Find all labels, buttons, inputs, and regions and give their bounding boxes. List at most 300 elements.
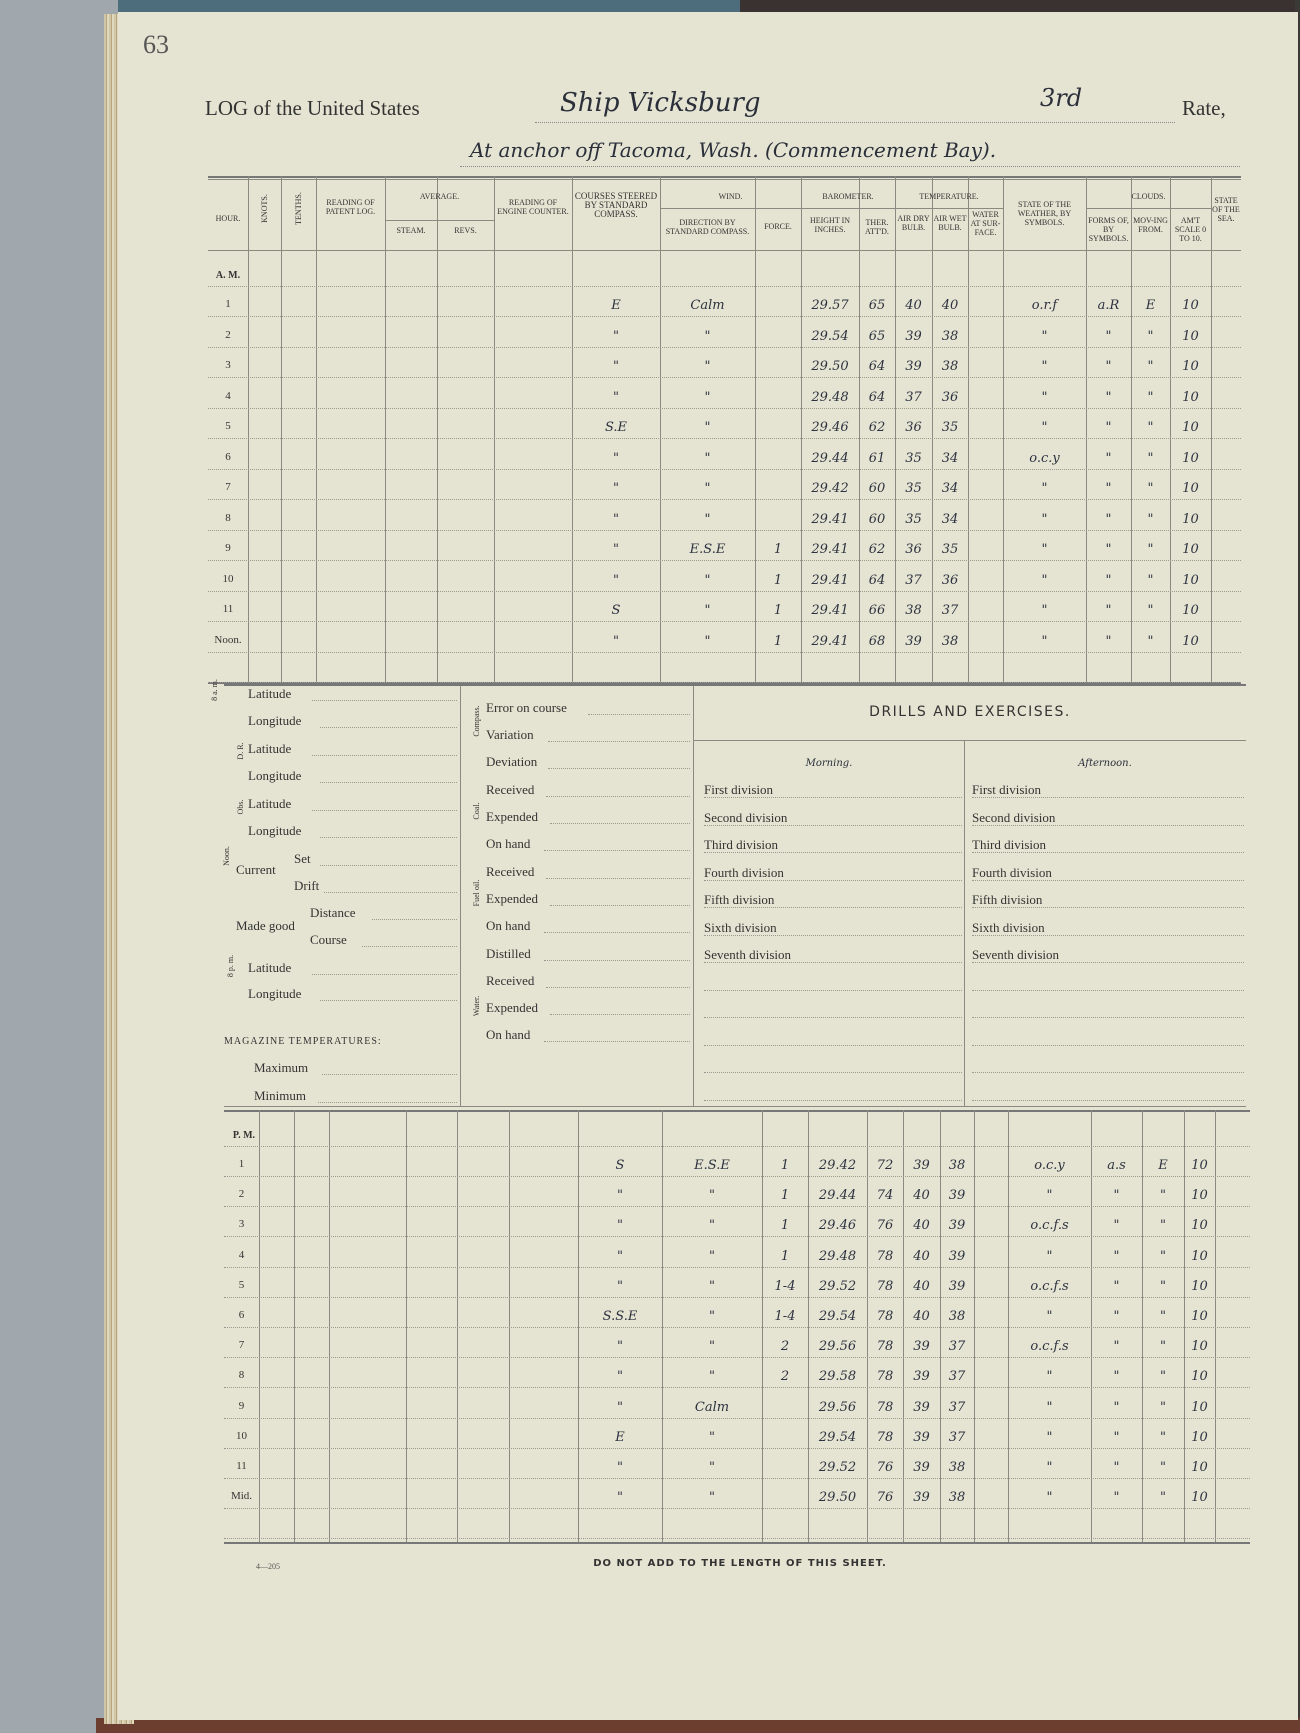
wind-force-cell: 2 [780,1369,790,1385]
cloud-moving-from-cell: E [1158,1158,1168,1173]
row-rule [208,316,1241,317]
pm-latitude-line [312,974,457,975]
page-number: 63 [143,30,169,59]
wind-direction-cell: " [704,359,711,374]
wind-force-cell: 1 [780,1248,790,1264]
row-rule [224,1508,1250,1509]
course-cell: " [617,1399,623,1415]
cloud-forms-cell: " [1113,1429,1120,1445]
dry-bulb-cell: 39 [913,1429,930,1445]
division-label: Fourth division [972,864,1052,880]
cloud-moving-from-cell: " [1147,542,1154,557]
log-title-prefix: LOG of the United States [205,96,420,120]
coal-side-label: Coal. [472,802,481,820]
cloud-forms-cell: " [1105,328,1112,344]
division-line [972,825,1244,826]
hour-cell: 11 [236,1460,247,1472]
made-good-label: Made good [236,918,295,933]
cloud-amount-cell: 10 [1191,1278,1208,1294]
table-top-rule [224,1110,1250,1112]
division-label: Fifth division [704,892,775,907]
location: At anchor off Tacoma, Wash. (Commencement Bay). [470,138,997,162]
wind-force-cell: 1 [773,542,783,557]
division-line [704,1017,962,1018]
fuel-on-hand-line [544,932,690,933]
weather-symbols-cell: " [1041,572,1048,588]
compass-side-label: Compass. [472,705,481,737]
barometer-height-cell: 29.52 [818,1460,857,1475]
distance-label: Distance [310,905,356,920]
row-rule [208,499,1241,500]
wind-direction-cell: " [704,450,711,466]
course-cell: S [615,1158,625,1173]
barometer-height-cell: 29.50 [811,359,849,374]
maximum-label: Maximum [254,1060,309,1075]
weather-symbols-cell: o.c.f.s [1030,1339,1069,1355]
cloud-moving-from-cell: " [1147,481,1154,496]
cloud-amount-cell: 10 [1182,359,1199,374]
row-rule [208,621,1241,622]
thermometer-attached-cell: 64 [868,359,886,374]
cloud-forms-cell: " [1105,511,1112,527]
dry-bulb-cell: 35 [905,481,922,496]
wind-header: WIND. [718,192,743,201]
wet-bulb-cell: 38 [941,328,959,344]
am-latitude-line [312,700,457,701]
cloud-moving-from-cell: " [1147,450,1154,466]
cloud-moving-from-cell: " [1160,1248,1166,1264]
cloud-forms-cell: " [1113,1218,1120,1234]
wet-bulb-cell: 37 [948,1339,966,1355]
water-side-label: Water. [472,995,481,1017]
cloud-amount-cell: 10 [1182,328,1199,344]
wind-subrule [660,208,801,209]
dry-bulb-cell: 40 [913,1278,930,1294]
cloud-amount-cell: 10 [1182,542,1199,557]
steam-header: STEAM. [396,226,426,235]
wind-force-cell: 2 [780,1339,790,1355]
water-on-hand-line [544,1041,690,1042]
fuel-expended-label: Expended [486,891,538,906]
wind-direction-cell: E.S.E [689,542,726,557]
division-label: Sixth division [704,919,777,935]
average-header: AVERAGE. [419,192,460,201]
cloud-amount-cell: 10 [1191,1309,1208,1324]
cloud-amount-cell: 10 [1191,1399,1208,1415]
barometer-height-cell: 29.48 [818,1248,857,1264]
cloud-forms-cell: " [1113,1278,1120,1294]
middle-divider-2 [693,686,694,1106]
cloud-moving-from-cell: " [1160,1399,1166,1415]
dry-bulb-cell: 39 [913,1490,930,1506]
morning-label: Morning. [805,758,853,769]
dry-bulb-cell: 40 [913,1218,930,1234]
magazine-temperatures-label: MAGAZINE TEMPERATURES: [224,1036,382,1047]
thermometer-attached-cell: 62 [868,542,886,557]
course-label: Course [310,932,347,947]
barometer-height-cell: 29.44 [818,1188,857,1204]
cloud-forms-cell: " [1113,1339,1120,1355]
obs-longitude-line [320,837,457,838]
row-rule [224,1146,1250,1147]
wind-direction-cell: " [704,389,711,405]
barometer-height-cell: 29.52 [818,1278,857,1294]
wind-force-cell: 1 [780,1218,790,1234]
cloud-forms-cell: " [1105,633,1112,649]
wind-direction-cell: " [704,481,711,496]
barometer-height-cell: 29.46 [811,420,849,435]
cloud-moving-from-cell: E [1145,298,1156,313]
barometer-height-cell: 29.41 [811,542,849,557]
cloud-amount-cell: 10 [1182,511,1199,527]
course-cell: " [617,1248,623,1264]
cloud-forms-cell: a.s [1107,1158,1126,1173]
division-label: Second division [704,809,788,825]
dry-bulb-cell: 37 [905,389,922,405]
cloud-forms-cell: " [1113,1248,1120,1264]
cloud-amount-cell: 10 [1191,1369,1208,1385]
cloud-moving-from-cell: " [1147,359,1154,374]
cloud-amount-cell: 10 [1182,389,1199,405]
division-label: Third division [704,837,779,852]
barometer-height-cell: 29.57 [811,298,849,313]
cloud-moving-from-cell: " [1160,1490,1166,1506]
pm-position-side-label: 8 p. m. [226,954,235,978]
barometer-height-header: HEIGHT IN INCHES. [809,216,851,234]
hour-cell: 3 [238,1218,245,1231]
cloud-moving-from-cell: " [1147,572,1154,588]
wet-bulb-cell: 39 [948,1188,966,1204]
thermometer-attached-cell: 78 [876,1309,894,1324]
dry-bulb-cell: 39 [905,359,922,374]
am-longitude-line [320,727,457,728]
course-cell: E [611,298,621,313]
ship-name: Ship Vicksburg [560,88,761,118]
afternoon-label: Afternoon. [1078,758,1132,769]
wet-bulb-cell: 40 [941,298,959,313]
weather-symbols-cell: o.c.f.s [1030,1278,1069,1294]
dry-bulb-cell: 39 [913,1158,930,1173]
wind-direction-cell: " [709,1460,715,1475]
course-cell: " [613,389,619,405]
average-subrule [385,220,494,221]
cloud-moving-from-cell: " [1147,420,1154,435]
course-cell: " [613,450,619,466]
barometer-height-cell: 29.54 [818,1429,857,1445]
division-line [972,1100,1244,1101]
weather-symbols-cell: o.r.f [1031,298,1058,313]
cloud-amount-cell: 10 [1191,1490,1208,1506]
column-rule [968,176,969,682]
cloud-moving-from-cell: " [1147,511,1154,527]
coal-on-hand-label: On hand [486,836,531,851]
cloud-forms-header: FORMS OF, BY SYMBOLS. [1088,216,1129,243]
wet-bulb-cell: 37 [948,1429,966,1445]
cloud-amount-cell: 10 [1191,1248,1208,1264]
wind-direction-cell: " [709,1278,715,1294]
form-number: 4—205 [256,1562,280,1571]
weather-symbols-cell: " [1046,1369,1053,1385]
division-line [972,1072,1244,1073]
weather-symbols-cell: " [1046,1248,1053,1264]
division-line [972,990,1244,991]
dr-latitude-label: Latitude [248,741,292,756]
table-bottom-rule [224,1542,1250,1544]
cloud-forms-cell: " [1105,481,1112,496]
course-cell: " [613,542,619,557]
dry-bulb-cell: 38 [905,603,922,618]
wind-force-cell: 1 [773,633,783,649]
footer-notice: DO NOT ADD TO THE LENGTH OF THIS SHEET. [593,1558,887,1569]
dry-bulb-header: AIR DRY BULB. [897,214,930,232]
wet-bulb-cell: 37 [948,1369,966,1385]
division-label: Second division [972,809,1056,825]
division-label: First division [704,782,773,797]
thermometer-attached-cell: 78 [876,1339,894,1355]
division-line [704,907,962,908]
hour-cell: 5 [238,1278,245,1291]
middle-divider-1 [460,686,461,1106]
weather-symbols-cell: " [1041,511,1048,527]
middle-top-rule [224,684,1246,686]
weather-symbols-cell: " [1041,603,1048,618]
water-expended-label: Expended [486,1000,538,1015]
course-cell: S.E [604,420,628,435]
barometer-height-cell: 29.56 [818,1339,857,1355]
row-rule [224,1327,1250,1328]
thermometer-attached-cell: 78 [876,1278,894,1294]
wet-bulb-cell: 38 [948,1490,966,1506]
water-expended-line [550,1014,690,1015]
pm-longitude-label: Longitude [248,986,302,1001]
row-rule [224,1297,1250,1298]
temperature-header: TEMPERATURE. [919,192,979,201]
wind-direction-cell: Calm [690,298,725,313]
cloud-forms-cell: " [1105,359,1112,374]
drills-title-rule [694,740,1246,741]
hour-cell: 6 [225,450,231,463]
cloud-moving-from-cell: " [1147,633,1154,649]
drills-divider [964,740,965,1106]
coal-on-hand-line [544,850,690,851]
row-rule [224,1418,1250,1419]
pm-longitude-line [320,1000,457,1001]
cloud-moving-from-cell: " [1147,389,1154,405]
dry-bulb-cell: 36 [905,420,922,435]
am-longitude-label: Longitude [248,713,302,728]
barometer-height-cell: 29.44 [811,450,849,466]
division-line [972,907,1244,908]
hour-cell: 9 [238,1399,245,1412]
row-rule [208,469,1241,470]
wet-bulb-cell: 37 [941,603,959,618]
division-line [972,935,1244,936]
column-rule [385,176,386,682]
wind-direction-cell: " [704,572,711,588]
dr-longitude-line [320,782,457,783]
row-rule [208,652,1241,653]
coal-expended-label: Expended [486,809,538,824]
wet-bulb-header: AIR WET BULB. [933,214,967,232]
wind-direction-cell: " [704,420,711,435]
dr-longitude-label: Longitude [248,768,302,783]
dry-bulb-cell: 37 [905,572,922,588]
positions-section [210,679,459,1104]
dry-bulb-cell: 35 [905,450,922,466]
cloud-amount-cell: 10 [1182,481,1199,496]
deviation-line [548,768,690,769]
course-cell: E [615,1429,625,1445]
current-label: Current [236,862,276,877]
division-line [704,1100,962,1101]
wind-force-cell: 1 [773,603,783,618]
cloud-moving-from-cell: " [1160,1309,1166,1324]
course-cell: " [617,1460,623,1475]
wet-bulb-cell: 34 [941,511,959,527]
row-rule [224,1236,1250,1237]
wet-bulb-cell: 34 [941,481,959,496]
division-label: Sixth division [972,919,1045,935]
cloud-forms-cell: " [1113,1309,1120,1324]
division-label: Fourth division [704,864,784,880]
wet-bulb-cell: 38 [948,1309,966,1324]
course-cell: " [613,328,619,344]
row-rule [224,1387,1250,1388]
barometer-height-cell: 29.41 [811,633,849,649]
weather-symbols-cell: " [1041,328,1048,344]
maximum-line [322,1074,457,1075]
cloud-forms-cell: " [1113,1490,1120,1506]
row-rule [208,377,1241,378]
wind-force-cell: 1 [773,572,783,588]
thermometer-attached-cell: 64 [868,572,886,588]
weather-symbols-cell: " [1046,1188,1053,1204]
cloud-moving-from-cell: " [1160,1218,1166,1234]
row-rule [208,286,1241,287]
weather-symbols-cell: " [1046,1309,1053,1324]
division-label: Fifth division [972,892,1043,907]
cloud-forms-cell: " [1113,1399,1120,1415]
course-cell: S.S.E [602,1309,638,1324]
revs-header: REVS. [454,226,477,235]
patent-log-header: READING OF PATENT LOG. [325,198,376,216]
cloud-amount-cell: 10 [1182,298,1199,313]
column-rule [437,176,438,682]
thermometer-attached-cell: 60 [868,481,886,496]
row-rule [208,347,1241,348]
weather-symbols-cell: o.c.y [1034,1158,1065,1173]
weather-header: STATE OF THE WEATHER, BY SYMBOLS. [1017,200,1072,227]
course-cell: " [613,572,619,588]
hour-cell: 3 [225,359,231,371]
hour-cell: 7 [238,1339,245,1352]
dry-bulb-cell: 39 [905,328,922,344]
cloud-moving-from-cell: " [1160,1429,1166,1445]
wet-bulb-cell: 37 [948,1399,966,1415]
temperature-subrule [895,208,1003,209]
cloud-amount-cell: 10 [1191,1188,1208,1204]
dry-bulb-cell: 40 [913,1309,930,1324]
column-rule [281,176,282,682]
weather-symbols-cell: " [1041,359,1048,374]
thermometer-attached-cell: 61 [868,450,886,466]
division-line [972,1045,1244,1046]
wind-force-cell: 1 [780,1158,790,1173]
tenths-header: TENTHS. [294,192,303,225]
weather-symbols-cell: o.c.f.s [1030,1218,1069,1234]
thermometer-attached-cell: 62 [868,420,886,435]
row-rule [224,1267,1250,1268]
cloud-forms-cell: " [1105,389,1112,405]
wet-bulb-cell: 38 [941,633,959,649]
cloud-amount-cell: 10 [1182,420,1199,435]
obs-latitude-line [312,810,457,811]
cloud-moving-from-cell: " [1160,1460,1166,1475]
wind-direction-cell: " [709,1188,715,1204]
barometer-height-cell: 29.48 [811,389,849,405]
hour-cell: 11 [222,603,234,615]
hour-cell: Mid. [230,1490,253,1503]
hour-cell: 8 [238,1369,245,1382]
dry-bulb-cell: 39 [913,1399,930,1415]
cloud-amount-cell: 10 [1182,572,1199,588]
title-underline [535,122,1175,123]
set-label: Set [294,851,311,866]
wet-bulb-cell: 38 [941,359,959,374]
weather-symbols-cell: " [1041,481,1048,496]
clouds-subrule [1086,208,1211,209]
course-line [362,946,457,947]
course-cell: " [617,1188,623,1204]
cloud-moving-from-cell: " [1147,603,1154,618]
thermometer-attached-cell: 74 [876,1188,894,1204]
fuel-on-hand-label: On hand [486,918,531,933]
hour-cell: 2 [238,1188,245,1201]
fuel-oil-side-label: Fuel oil. [472,879,481,907]
weather-symbols-cell: " [1041,542,1048,557]
hour-cell: 1 [225,298,231,310]
hour-cell: 9 [225,542,231,554]
division-line [704,1045,962,1046]
wet-bulb-cell: 34 [941,450,959,466]
wind-direction-cell: " [704,633,711,649]
division-label: Seventh division [704,947,792,962]
cloud-forms-cell: " [1105,542,1112,557]
cloud-forms-cell: " [1105,572,1112,588]
barometer-height-cell: 29.56 [818,1399,857,1415]
thermometer-attached-cell: 76 [876,1460,894,1475]
knots-header: KNOTS. [260,194,269,223]
weather-symbols-cell: " [1046,1429,1053,1445]
pm-latitude-label: Latitude [248,960,292,975]
cloud-forms-cell: " [1113,1188,1120,1204]
rate-label: Rate, [1182,96,1226,120]
wind-force-cell: 1-4 [774,1309,796,1324]
hour-cell: 6 [238,1309,245,1321]
clouds-header: CLOUDS. [1131,192,1166,201]
thermometer-attached-cell: 65 [868,328,886,344]
wind-direction-cell: " [704,328,711,344]
engine-counter-header: READING OF ENGINE COUNTER. [497,198,569,216]
hour-cell: 5 [225,420,231,432]
division-line [704,797,962,798]
barometer-height-cell: 29.50 [818,1490,857,1506]
course-cell: " [617,1369,623,1385]
cloud-forms-cell: " [1113,1369,1120,1385]
wet-bulb-cell: 38 [948,1460,966,1475]
fuel-received-label: Received [486,864,535,879]
thermometer-attached-cell: 65 [868,298,886,313]
